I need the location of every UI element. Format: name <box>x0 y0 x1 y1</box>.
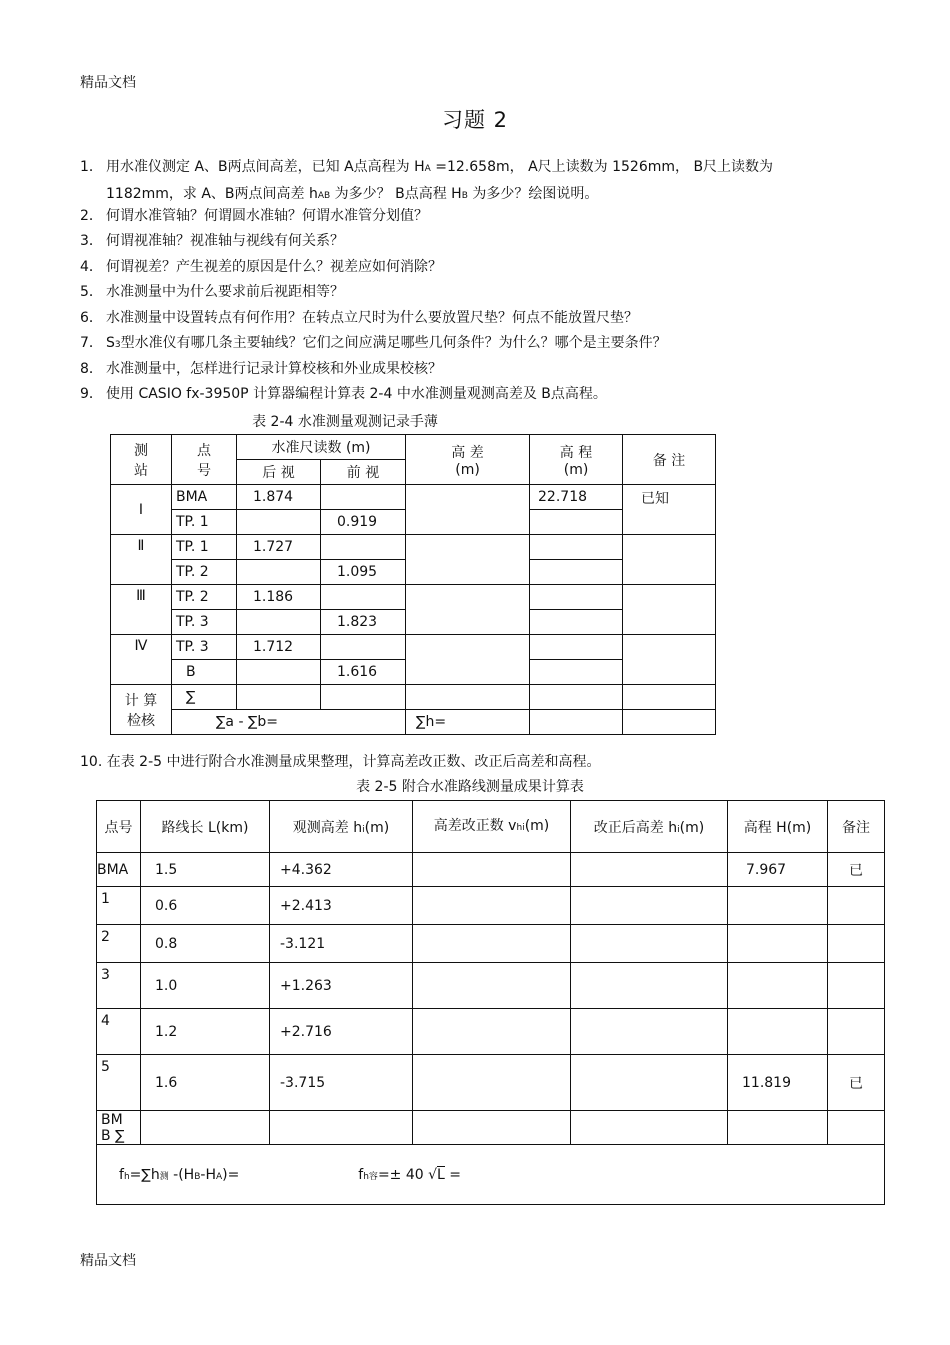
elev-cell <box>530 635 623 660</box>
back-cell: 1.874 <box>237 485 321 510</box>
check-sum: ∑ <box>172 685 237 710</box>
corr-cell <box>413 853 571 887</box>
table-2-5-caption: 表 2-5 附合水准路线测量成果计算表 <box>356 779 584 795</box>
length-cell: 0.8 <box>141 925 270 963</box>
th-remark: 备注 <box>828 801 885 853</box>
th-point: 点 号 <box>172 435 237 485</box>
point-cell: BM B ∑ <box>97 1111 141 1145</box>
fore-cell: 0.919 <box>321 510 406 535</box>
obs-cell: +2.716 <box>270 1009 413 1055</box>
diff-cell <box>406 485 530 535</box>
formula-row <box>97 1145 885 1205</box>
length-cell: 1.0 <box>141 963 270 1009</box>
station-cell: Ⅲ <box>111 585 172 635</box>
obs-cell: +1.263 <box>270 963 413 1009</box>
obs-cell: +4.362 <box>270 853 413 887</box>
table-2-4-caption: 表 2-4 水准测量观测记录手薄 <box>252 414 438 430</box>
elev-cell <box>530 585 623 610</box>
check-h: ∑h= <box>406 710 530 735</box>
remark-cell <box>623 635 716 685</box>
length-cell: 1.2 <box>141 1009 270 1055</box>
point-cell: TP. 2 <box>172 560 237 585</box>
remark-cell: 已知 <box>623 485 716 535</box>
point-cell: TP. 3 <box>172 610 237 635</box>
question-8: 8． 水准测量中，怎样进行记录计算校核和外业成果校核？ <box>80 361 442 377</box>
remark-cell: 已 <box>828 1055 885 1111</box>
table-2-5 <box>96 800 885 1205</box>
station-cell: Ⅱ <box>111 535 172 585</box>
th-elev: 高程 H(m) <box>728 801 828 853</box>
fore-cell <box>321 485 406 510</box>
check-label: 计 算 检核 <box>111 685 172 735</box>
obs-cell: +2.413 <box>270 887 413 925</box>
back-cell <box>237 560 321 585</box>
remark-cell <box>623 585 716 635</box>
question-1: 1． 用水准仪测定 A、B两点间高差，已知 A点高程为 HA =12.658m， A尺上读数为 1526mm， B尺上读数为 1182mm，求 A、B两点间高差 hAB 为多少？ B点高程 HB 为多少？绘图说明。 <box>80 159 774 202</box>
question-2: 2． 何谓水准管轴？何谓圆水准轴？何谓水准管分划值？ <box>80 208 428 224</box>
question-5: 5． 水准测量中为什么要求前后视距相等？ <box>80 284 344 300</box>
th-back: 后 视 <box>237 460 321 485</box>
back-cell <box>237 610 321 635</box>
th-adj: 改正后高差 hi(m) <box>571 801 728 853</box>
th-remark: 备 注 <box>623 435 716 485</box>
question-4: 4． 何谓视差？产生视差的原因是什么？视差应如何消除？ <box>80 259 442 275</box>
diff-cell <box>406 535 530 585</box>
th-corr: 高差改正数 vhi(m) <box>413 801 571 853</box>
station-cell: Ⅰ <box>111 485 172 535</box>
th-diff: 高 差 (m) <box>406 435 530 485</box>
elev-cell: 11.819 <box>728 1055 828 1111</box>
elev-cell: 22.718 <box>530 485 623 510</box>
elev-cell <box>530 660 623 685</box>
length-cell: 0.6 <box>141 887 270 925</box>
back-cell: 1.712 <box>237 635 321 660</box>
point-cell: 1 <box>97 887 141 925</box>
fore-cell: 1.616 <box>321 660 406 685</box>
length-cell: 1.6 <box>141 1055 270 1111</box>
point-cell: B <box>172 660 237 685</box>
back-cell: 1.727 <box>237 535 321 560</box>
adj-cell <box>571 853 728 887</box>
question-7: 7． S3型水准仪有哪几条主要轴线？它们之间应满足哪些几何条件？为什么？哪个是主要条件？ <box>80 335 667 351</box>
diff-cell <box>406 585 530 635</box>
back-cell <box>237 510 321 535</box>
point-cell: BMA <box>97 853 141 887</box>
station-cell: Ⅳ <box>111 635 172 685</box>
elev-cell <box>530 510 623 535</box>
fore-cell <box>321 585 406 610</box>
page-footer: 精品文档 <box>80 1253 136 1269</box>
back-cell <box>237 660 321 685</box>
fore-cell <box>321 535 406 560</box>
diff-cell <box>406 635 530 685</box>
formula-closure: fh=∑h测 -(HB-HA)= <box>119 1166 240 1183</box>
point-cell: 2 <box>97 925 141 963</box>
th-reading: 水准尺读数 (m) <box>237 435 406 460</box>
point-cell: 4 <box>97 1009 141 1055</box>
question-10: 10. 在表 2-5 中进行附合水准测量成果整理，计算高差改正数、改正后高差和高程。 <box>80 754 601 770</box>
fore-cell: 1.095 <box>321 560 406 585</box>
point-cell: TP. 1 <box>172 510 237 535</box>
fore-cell: 1.823 <box>321 610 406 635</box>
elev-cell <box>530 610 623 635</box>
length-cell: 1.5 <box>141 853 270 887</box>
point-cell: TP. 2 <box>172 585 237 610</box>
point-cell: TP. 3 <box>172 635 237 660</box>
point-cell: 3 <box>97 963 141 1009</box>
th-fore: 前 视 <box>321 460 406 485</box>
obs-cell: -3.715 <box>270 1055 413 1111</box>
question-3: 3． 何谓视准轴？视准轴与视线有何关系？ <box>80 233 344 249</box>
point-cell: BMA <box>172 485 237 510</box>
check-ab: ∑a - ∑b= <box>172 710 406 735</box>
th-obs: 观测高差 hi(m) <box>270 801 413 853</box>
page-title: 习题 2 <box>441 108 509 132</box>
formula-tolerance: fh容=± 40 √L = <box>358 1166 462 1183</box>
th-station: 测 站 <box>111 435 172 485</box>
point-cell: TP. 1 <box>172 535 237 560</box>
elev-cell: 7.967 <box>728 853 828 887</box>
elev-cell <box>530 535 623 560</box>
remark-cell <box>623 535 716 585</box>
remark-cell: 已 <box>828 853 885 887</box>
th-elev: 高 程 (m) <box>530 435 623 485</box>
question-9: 9． 使用 CASIO fx-3950P 计算器编程计算表 2-4 中水准测量观测高差及 B点高程。 <box>80 386 607 402</box>
fore-cell <box>321 635 406 660</box>
elev-cell <box>530 560 623 585</box>
th-point: 点号 <box>97 801 141 853</box>
question-6: 6． 水准测量中设置转点有何作用？在转点立尺时为什么要放置尺垫？何点不能放置尺垫？ <box>80 310 638 326</box>
th-length: 路线长 L(km) <box>141 801 270 853</box>
page-header: 精品文档 <box>80 75 136 91</box>
back-cell: 1.186 <box>237 585 321 610</box>
table-2-4 <box>110 434 716 735</box>
point-cell: 5 <box>97 1055 141 1111</box>
obs-cell: -3.121 <box>270 925 413 963</box>
